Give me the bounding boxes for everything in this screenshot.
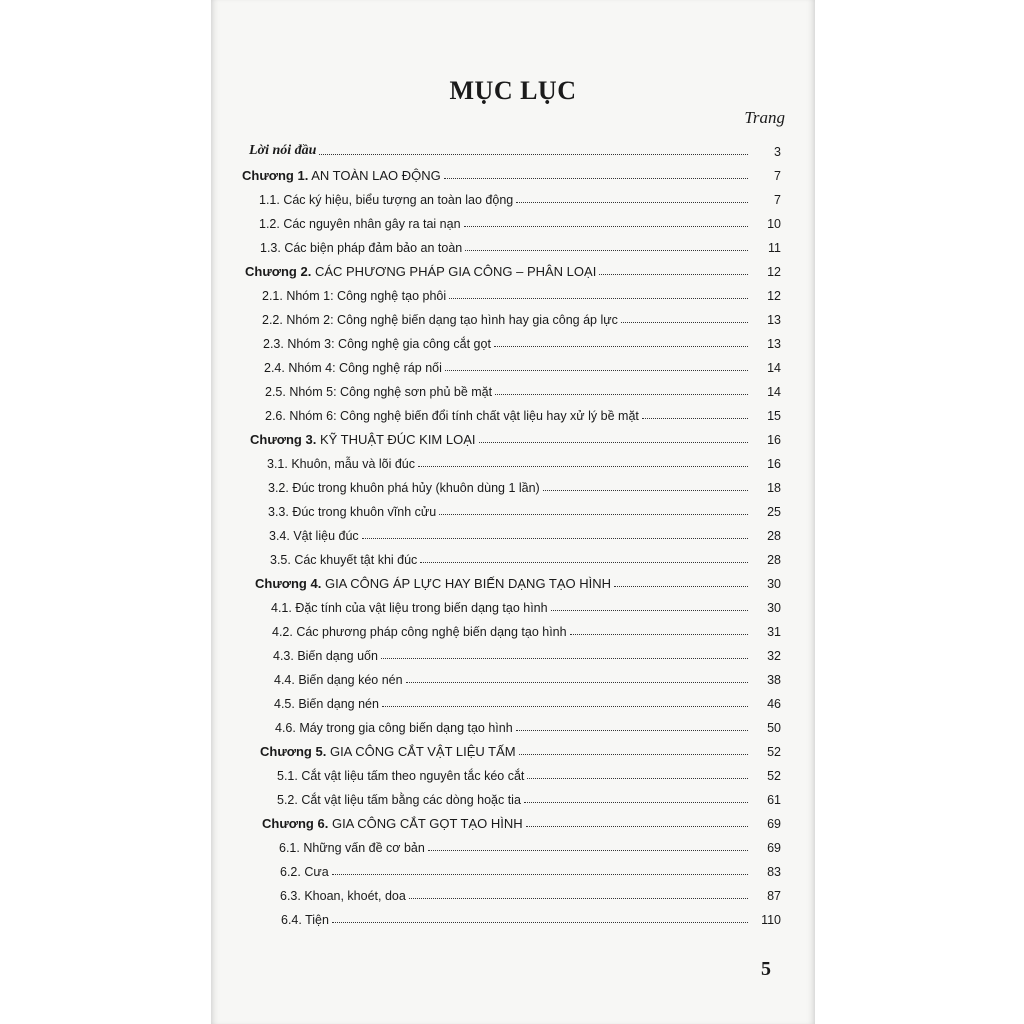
toc-section-row — [211, 495, 815, 519]
toc-page-number: 30 — [767, 577, 781, 591]
toc-entry-label — [255, 576, 611, 591]
toc-entry-label — [274, 697, 379, 711]
toc-section-row — [211, 879, 815, 903]
toc-entry-text: 4.4. Biến dạng kéo nén — [274, 673, 403, 687]
toc-entry-label — [277, 769, 524, 783]
toc-chapter-row — [211, 735, 815, 759]
toc-entry-text: 3.5. Các khuyết tật khi đúc — [270, 553, 418, 567]
toc-entry-text: 5.1. Cắt vật liệu tấm theo nguyên tắc kéo cắt — [277, 769, 525, 783]
page-number: 5 — [761, 958, 771, 980]
dot-leader — [449, 298, 748, 299]
toc-section-row — [211, 903, 815, 927]
dot-leader — [524, 802, 748, 803]
toc-page-number: 10 — [767, 217, 781, 231]
toc-entry-label — [274, 673, 403, 687]
toc-page-number: 52 — [767, 769, 781, 783]
toc-entry-label — [249, 143, 316, 159]
toc-entry-text: 3.1. Khuôn, mẫu và lõi đúc — [267, 457, 416, 471]
toc-entry-text: 2.4. Nhóm 4: Công nghệ ráp nối — [264, 361, 442, 375]
toc-page-number: 14 — [767, 385, 781, 399]
dot-leader — [439, 514, 748, 515]
toc-page-number: 25 — [767, 505, 781, 519]
toc-entry-label — [275, 721, 513, 735]
dot-leader — [464, 226, 748, 227]
toc-page-number: 32 — [767, 649, 781, 663]
dot-leader — [418, 466, 748, 467]
toc-entry-label — [273, 649, 378, 663]
toc-entry-text: 5.2. Cắt vật liệu tấm bằng các dòng hoặc tia — [277, 793, 521, 807]
toc-section-row — [211, 759, 815, 783]
toc-page-number: 69 — [767, 817, 781, 831]
toc-entry-text: KỸ THUẬT ĐÚC KIM LOẠI — [319, 432, 476, 447]
dot-leader — [526, 826, 748, 827]
toc-section-row — [211, 279, 815, 303]
dot-leader — [319, 154, 748, 155]
toc-entry-text: AN TOÀN LAO ĐỘNG — [311, 168, 441, 183]
toc-entry-label — [270, 553, 417, 567]
toc-page-number: 46 — [767, 697, 781, 711]
toc-section-row — [211, 375, 815, 399]
toc-entry-label — [264, 361, 442, 375]
toc-entry-label — [268, 505, 436, 519]
toc-section-row — [211, 639, 815, 663]
dot-leader — [519, 754, 748, 755]
toc-page-number: 83 — [767, 865, 781, 879]
dot-leader — [516, 730, 748, 731]
page-title: MỤC LỤC — [449, 76, 577, 105]
page-column-header: Trang — [744, 108, 785, 127]
toc-entry-text: 3.2. Đúc trong khuôn phá hủy (khuôn dùng 1 lần) — [268, 481, 540, 495]
chapter-number: Chương 3. — [250, 432, 317, 447]
toc-page-number: 110 — [761, 913, 781, 927]
toc-section-row — [211, 783, 815, 807]
toc-section-row — [211, 711, 815, 735]
dot-leader — [465, 250, 748, 251]
toc-page-number: 3 — [774, 145, 781, 159]
toc-page-number: 14 — [767, 361, 781, 375]
chapter-number: Chương 5. — [260, 744, 327, 759]
toc-entry-label — [259, 193, 513, 207]
toc-entry-text: 2.1. Nhóm 1: Công nghệ tạo phôi — [262, 289, 447, 303]
toc-section-row — [211, 543, 815, 567]
toc-entry-text: 4.2. Các phương pháp công nghệ biến dạng tạo hình — [272, 625, 567, 639]
dot-leader — [599, 274, 748, 275]
toc-section-row — [211, 663, 815, 687]
toc-section-row — [211, 207, 815, 231]
toc-section-row — [211, 471, 815, 495]
dot-leader — [409, 898, 748, 899]
toc-entry-text: GIA CÔNG ÁP LỰC HAY BIẾN DẠNG TẠO HÌNH — [324, 576, 612, 591]
toc-entry-text: 3.3. Đúc trong khuôn vĩnh cửu — [268, 505, 437, 519]
toc-page-number: 30 — [767, 601, 781, 615]
toc-entry-label — [280, 889, 406, 903]
toc-page-number: 12 — [767, 265, 781, 279]
dot-leader — [551, 610, 748, 611]
dot-leader — [420, 562, 748, 563]
toc-page-number: 7 — [774, 169, 781, 183]
toc-entry-label — [272, 625, 567, 639]
toc-section-row — [211, 831, 815, 855]
toc-page-number: 50 — [767, 721, 781, 735]
toc-entry-label — [279, 841, 425, 855]
toc-page-number: 13 — [767, 313, 781, 327]
toc-entry-text: 4.5. Biến dạng nén — [274, 697, 379, 711]
toc-entry-label — [260, 241, 462, 255]
dot-leader — [543, 490, 748, 491]
toc-entry-label — [262, 313, 618, 327]
dot-leader — [428, 850, 748, 851]
dot-leader — [527, 778, 748, 779]
toc-page-number: 12 — [767, 289, 781, 303]
toc-entry-label — [271, 601, 548, 615]
toc-section-row — [211, 183, 815, 207]
dot-leader — [382, 706, 748, 707]
toc-page-number: 38 — [767, 673, 781, 687]
toc-page-number: 61 — [767, 793, 781, 807]
toc-entry-text: 2.2. Nhóm 2: Công nghệ biến dạng tạo hình hay gia công áp lực — [262, 313, 618, 327]
toc-section-row — [211, 855, 815, 879]
toc-entry-text: GIA CÔNG CẮT VẬT LIỆU TẤM — [329, 744, 516, 759]
toc-entry-label — [260, 744, 516, 759]
toc-entry-label — [242, 168, 441, 183]
toc-section-row — [211, 231, 815, 255]
toc-page-number: 69 — [767, 841, 781, 855]
chapter-number: Chương 4. — [255, 576, 322, 591]
toc-section-row — [211, 351, 815, 375]
toc-entry-text: Lời nói đầu — [249, 143, 317, 158]
chapter-number: Chương 2. — [245, 264, 312, 279]
toc-section-row — [211, 447, 815, 471]
toc-page-number: 52 — [767, 745, 781, 759]
dot-leader — [406, 682, 748, 683]
toc-entry-text: 6.2. Cưa — [280, 865, 329, 879]
dot-leader — [570, 634, 748, 635]
toc-chapter-row — [211, 159, 815, 183]
dot-leader — [494, 346, 748, 347]
toc-entry-text: GIA CÔNG CẮT GỌT TẠO HÌNH — [331, 816, 523, 831]
toc-page-number: 16 — [767, 433, 781, 447]
dot-leader — [479, 442, 748, 443]
dot-leader — [621, 322, 748, 323]
toc-entry-label — [262, 816, 523, 831]
toc-entry-text: 1.1. Các ký hiệu, biểu tượng an toàn lao động — [259, 193, 514, 207]
toc-entry-text: 6.4. Tiện — [281, 913, 329, 927]
dot-leader — [444, 178, 748, 179]
dot-leader — [445, 370, 748, 371]
toc-entry-text: 2.3. Nhóm 3: Công nghệ gia công cắt gọt — [263, 337, 491, 351]
chapter-number: Chương 6. — [262, 816, 329, 831]
toc-entry-text: 6.1. Những vấn đề cơ bản — [279, 841, 425, 855]
table-of-contents — [211, 135, 815, 927]
toc-entry-label — [277, 793, 521, 807]
toc-entry-text: 2.5. Nhóm 5: Công nghệ sơn phủ bề mặt — [265, 385, 493, 399]
toc-page-number: 11 — [768, 241, 781, 255]
toc-chapter-row — [211, 255, 815, 279]
toc-page-number: 13 — [767, 337, 781, 351]
toc-entry-label — [250, 432, 476, 447]
toc-entry-label — [268, 481, 540, 495]
toc-section-row — [211, 519, 815, 543]
toc-entry-text: 6.3. Khoan, khoét, doa — [280, 889, 406, 903]
dot-leader — [642, 418, 748, 419]
toc-chapter-row — [211, 807, 815, 831]
toc-entry-text: 4.6. Máy trong gia công biến dạng tạo hình — [275, 721, 513, 735]
book-page — [211, 0, 815, 1024]
toc-entry-label — [245, 264, 596, 279]
dot-leader — [495, 394, 748, 395]
toc-entry-label — [262, 289, 446, 303]
toc-page-number: 87 — [767, 889, 781, 903]
toc-page-number: 28 — [767, 529, 781, 543]
toc-entry-text: CÁC PHƯƠNG PHÁP GIA CÔNG – PHÂN LOẠI — [314, 264, 597, 279]
dot-leader — [362, 538, 748, 539]
toc-entry-text: 2.6. Nhóm 6: Công nghệ biến đổi tính chất vật liệu hay xử lý bề mặt — [265, 409, 639, 423]
toc-entry-label — [265, 409, 639, 423]
toc-foreword-row — [211, 135, 815, 159]
toc-page-number: 7 — [774, 193, 781, 207]
toc-entry-label — [280, 865, 329, 879]
dot-leader — [614, 586, 748, 587]
toc-page-number: 15 — [767, 409, 781, 423]
toc-entry-label — [259, 217, 461, 231]
chapter-number: Chương 1. — [242, 168, 309, 183]
toc-section-row — [211, 303, 815, 327]
dot-leader — [332, 874, 748, 875]
toc-chapter-row — [211, 567, 815, 591]
toc-page-number: 28 — [767, 553, 781, 567]
toc-section-row — [211, 591, 815, 615]
toc-entry-text: 1.2. Các nguyên nhân gây ra tai nạn — [259, 217, 461, 231]
toc-section-row — [211, 399, 815, 423]
toc-entry-label — [263, 337, 491, 351]
toc-entry-text: 1.3. Các biện pháp đảm bảo an toàn — [260, 241, 463, 255]
toc-entry-text: 3.4. Vật liệu đúc — [269, 529, 359, 543]
toc-entry-label — [281, 913, 329, 927]
toc-entry-text: 4.1. Đặc tính của vật liệu trong biến dạng tạo hình — [271, 601, 548, 615]
dot-leader — [381, 658, 748, 659]
toc-entry-label — [265, 385, 492, 399]
toc-section-row — [211, 687, 815, 711]
toc-page-number: 18 — [767, 481, 781, 495]
toc-section-row — [211, 327, 815, 351]
toc-entry-label — [267, 457, 415, 471]
toc-section-row — [211, 615, 815, 639]
dot-leader — [332, 922, 748, 923]
toc-chapter-row — [211, 423, 815, 447]
toc-entry-text: 4.3. Biến dạng uốn — [273, 649, 378, 663]
toc-entry-label — [269, 529, 359, 543]
dot-leader — [516, 202, 748, 203]
toc-page-number: 31 — [767, 625, 781, 639]
toc-page-number: 16 — [767, 457, 781, 471]
